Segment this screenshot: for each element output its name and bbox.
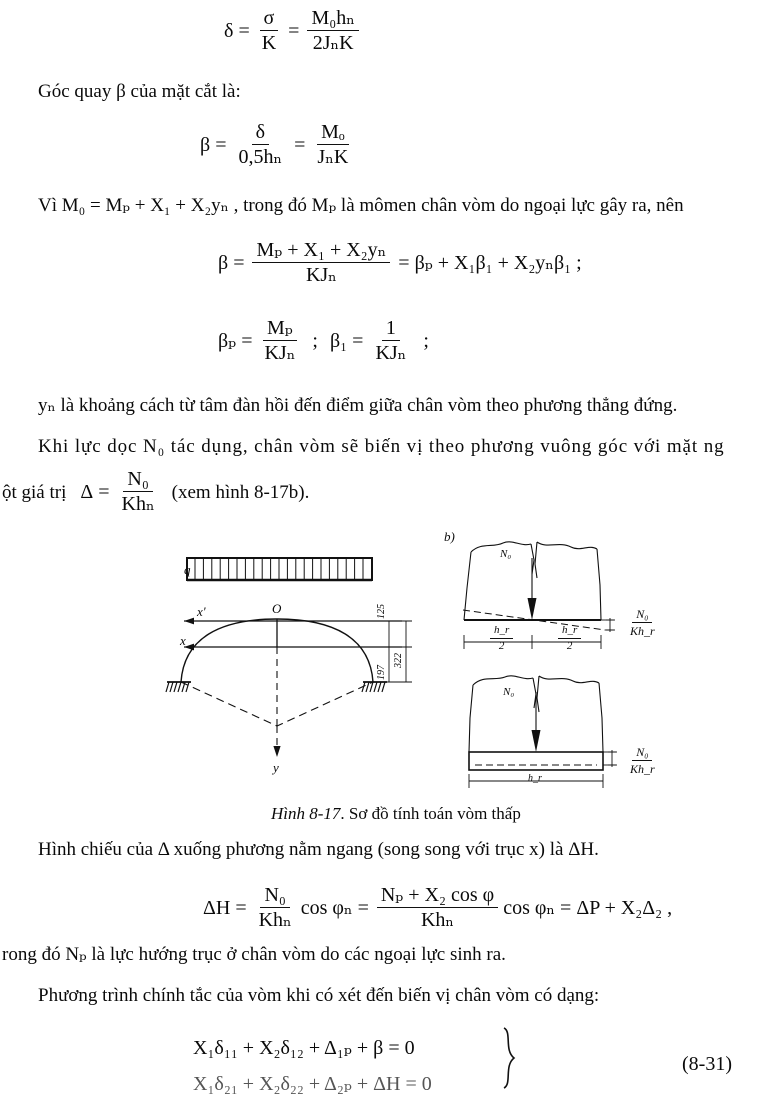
figure-8-17 — [150, 520, 660, 790]
dimension-label-322: 322 — [393, 653, 404, 668]
eq-beta-expanded-rhs: βₚ + X₁β₁ + X₂yₙβ₁ ; — [414, 252, 582, 274]
paragraph-khi-luc-doc: Khi lực dọc N₀ tác dụng, chân vòm sẽ biến vị theo phương vuông góc với mặt ng — [38, 436, 725, 457]
figure-part-label-b: b) — [444, 529, 455, 544]
eq-beta-1-tail: ; — [423, 330, 429, 352]
eq-delta-equals-2: = — [288, 20, 300, 42]
fraction-numerator: N₀ — [632, 746, 652, 761]
fraction-numerator: h_r — [490, 625, 513, 639]
equation-delta-definition — [224, 8, 362, 54]
fraction-denominator: KJₙ — [305, 264, 337, 286]
fraction-mo-over-jnk — [313, 122, 352, 168]
eq-beta-expanded-lhs: β — [218, 252, 229, 274]
eq-delta-N-lhs: Δ — [80, 481, 94, 503]
figure-caption-number: Hình 8-17 — [271, 804, 341, 823]
eq-deltaH-equals-1: = — [235, 897, 247, 919]
eq-beta-p-lhs: βₚ — [218, 330, 237, 352]
fraction-denominator: 2 — [566, 639, 573, 652]
force-label-N0-lower: N₀ — [503, 686, 515, 698]
fraction-numerator: Nₚ + X₂ cos φ — [377, 885, 498, 908]
arch-scheme-diagram — [150, 520, 450, 790]
mot-gia-tri-prefix: ột giá trị — [2, 481, 67, 503]
paragraph-trong-do-np: rong đó Nₚ là lực hướng trục ở chân vòm do các ngoại lực sinh ra. — [2, 944, 506, 965]
axis-y — [273, 726, 280, 757]
eq-beta-p-tail: ; — [312, 330, 318, 352]
fraction-numerator: h_r — [558, 625, 581, 639]
eq-delta-equals-1: = — [238, 20, 250, 42]
paragraph-yn-definition: yₙ là khoảng cách từ tâm đàn hồi đến điểm giữa chân vòm theo phương thẳng đứng. — [38, 395, 678, 416]
distributed-load-block — [187, 558, 372, 580]
fraction-mp-over-kjn — [260, 318, 299, 364]
axis-label-x: x — [180, 633, 186, 648]
equation-number-8-31: (8-31) — [682, 1053, 732, 1075]
paragraph-vi-m0: Vì M₀ = Mₚ + X₁ + X₂yₙ , trong đó Mₚ là mômen chân vòm do ngoại lực gây ra, nên — [38, 195, 684, 216]
axis-x — [184, 644, 402, 651]
fraction-numerator: M₀hₙ — [307, 8, 358, 31]
fraction-numerator: N₀ — [260, 885, 289, 908]
fraction-denominator: KJₙ — [264, 342, 296, 364]
paragraph-mot-gia-tri — [2, 469, 309, 515]
figure-caption — [271, 804, 521, 824]
force-arrow-N0 — [532, 692, 541, 752]
force-label-N0-upper: N₀ — [500, 548, 512, 560]
paragraph-goc-quay: Góc quay β của mặt cắt là: — [38, 81, 241, 102]
eq-deltaH-equals-3: = — [560, 897, 572, 919]
eq-beta-expanded-equals-2: = — [398, 252, 410, 274]
fraction-denominator: JₙK — [317, 146, 349, 168]
eq-beta-equals-2: = — [294, 134, 306, 156]
eq-deltaH-rhs: ΔP + X₂Δ₂ , — [576, 897, 673, 919]
axis-x-prime — [184, 618, 402, 625]
fraction-n0-over-khn — [255, 885, 296, 931]
fraction-numerator: Mₚ — [263, 318, 297, 341]
eq-deltaH-cos-1: cos φₙ — [300, 897, 353, 919]
load-label-q: q — [184, 562, 191, 577]
eq-beta-lhs: β — [200, 134, 211, 156]
eq-beta-expanded-equals-1: = — [233, 252, 245, 274]
paragraph-phuong-trinh: Phương trình chính tắc của vòm khi có xét đến biến vị chân vòm có dạng: — [38, 985, 600, 1006]
fraction-denominator: KJₙ — [375, 342, 407, 364]
fraction-mp-x1-x2yn-over-kjn — [252, 240, 390, 286]
eq-deltaH-lhs: ΔH — [203, 897, 231, 919]
support-left — [166, 682, 191, 692]
fraction-denominator: Khₙ — [121, 493, 155, 515]
eq-beta-p-equals: = — [241, 330, 253, 352]
dimension-chain-hr — [464, 635, 601, 649]
paragraph-hinh-chieu: Hình chiếu của Δ xuống phương nằm ngang (song song với trục x) là ΔH. — [38, 839, 599, 860]
eq-delta-N-equals: = — [98, 481, 110, 503]
axis-label-y: y — [273, 760, 279, 775]
support-right — [362, 682, 387, 692]
eq-delta-lhs: δ — [224, 20, 234, 42]
eq-deltaH-equals-2: = — [357, 897, 369, 919]
fraction-denominator: Kh_r — [630, 623, 655, 638]
bearing-detail-inclined — [455, 530, 660, 660]
fraction-sigma-over-k — [258, 8, 280, 54]
fraction-m0hn-over-2jnk — [307, 8, 358, 54]
mot-gia-tri-suffix: (xem hình 8-17b). — [171, 481, 310, 503]
equation-delta-H — [203, 885, 672, 931]
fraction-denominator: 2 — [498, 639, 505, 652]
fraction-numerator: N₀ — [123, 469, 152, 492]
eq-deltaH-cos-2: cos φₙ — [503, 897, 556, 919]
eq-beta-1-lhs: β₁ — [330, 330, 348, 352]
dimension-label-hr-full: h_r — [528, 773, 542, 784]
equation-canonical-line-1: X₁δ₁₁ + X₂δ₁₂ + Δ₁ₚ + β = 0 — [193, 1037, 415, 1059]
eq-beta-equals-1: = — [215, 134, 227, 156]
dimension-full-hr — [469, 774, 603, 788]
bearing-detail-vertical — [455, 668, 660, 793]
fraction-numerator: N₀ — [632, 608, 652, 623]
fraction-numerator: Mₒ — [317, 122, 349, 145]
fraction-denominator: Kh_r — [630, 761, 655, 776]
equation-beta-p — [218, 318, 318, 364]
fraction-denominator: Khₙ — [258, 909, 292, 931]
dimension-label-197: 197 — [376, 665, 387, 680]
fraction-denominator: 0,5hₙ — [238, 146, 283, 168]
fraction-numerator: Mₚ + X₁ + X₂yₙ — [252, 240, 390, 263]
equation-canonical-line-2: X₁δ₂₁ + X₂δ₂₂ + Δ₂ₚ + ΔH = 0 — [193, 1073, 432, 1095]
fraction-np-x2cosphi-over-khn — [377, 885, 498, 931]
system-brace — [498, 1028, 528, 1088]
fraction-denominator: K — [261, 32, 277, 54]
fraction-delta-over-05hn — [234, 122, 286, 168]
dimension-label-125: 125 — [376, 604, 387, 619]
origin-label-O: O — [272, 601, 282, 616]
fraction-numerator: σ — [260, 8, 279, 31]
fraction-numerator: δ — [252, 122, 269, 145]
equation-beta-expanded — [218, 240, 582, 286]
figure-caption-text: . Sơ đồ tính toán vòm thấp — [340, 804, 521, 823]
fraction-n0-over-khn — [118, 469, 159, 515]
fraction-numerator: 1 — [382, 318, 400, 341]
axis-label-x-prime: x' — [197, 604, 206, 619]
equation-beta-1 — [330, 318, 429, 364]
fraction-denominator: Khₙ — [420, 909, 455, 931]
eq-beta-1-equals: = — [352, 330, 364, 352]
fraction-1-over-kjn — [371, 318, 410, 364]
equation-beta-definition — [200, 122, 355, 168]
fraction-denominator: 2JₙK — [312, 32, 354, 54]
